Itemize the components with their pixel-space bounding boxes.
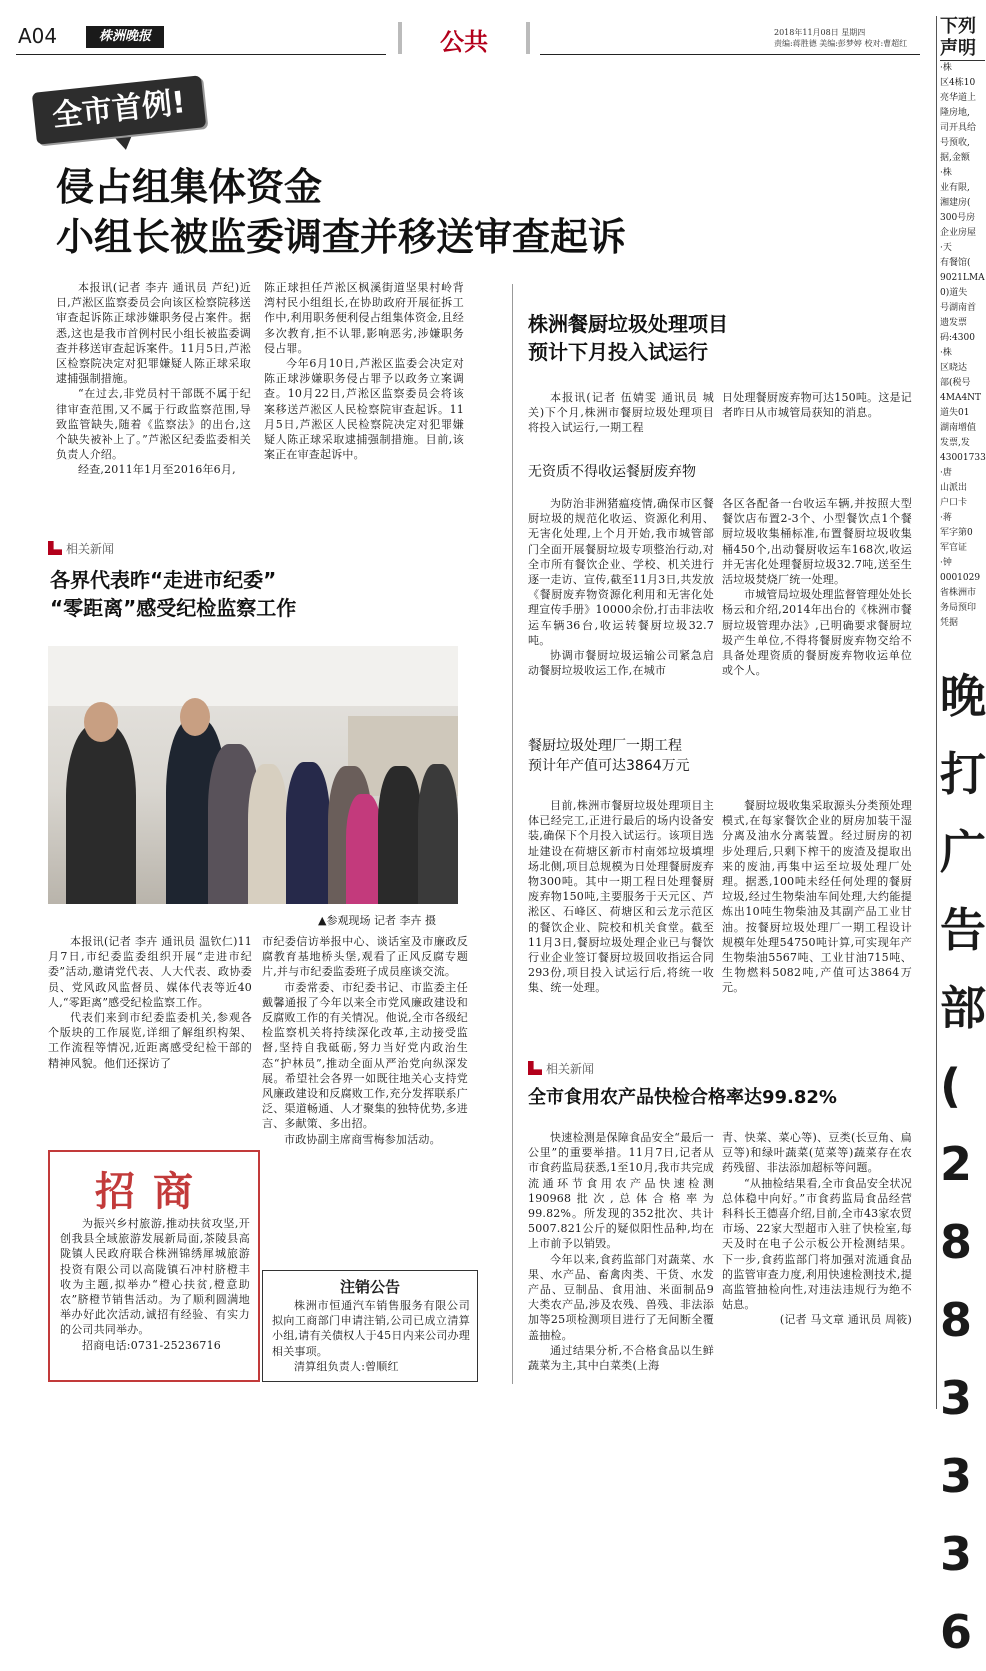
strip-line: 司开具给 — [940, 123, 977, 133]
strip-line: 9021LMA — [940, 273, 985, 283]
related1-paragraph: 市委常委、市纪委书记、市监委主任戴馨通报了今年以来全市党风廉政建设和反腐败工作的有关情况。他说,全市各级纪检监察机关将持续深化改革,主动接受监督,坚持自我砥砺,努力当好党内政治生态“护林员”,推动全面从严治党向纵深发展。希望社会各界一如既往地关心支持党风廉政建设和反腐败工作,充分发挥联系广泛、渠道畅通、人才聚集的独特优势,多进言、多献策、多出招。 — [262, 980, 468, 1131]
strip-big-char: ( — [940, 1059, 962, 1113]
strip-line: 军官证 — [940, 543, 968, 553]
strip-big-char: 广 — [940, 825, 986, 879]
visit-photo — [48, 646, 458, 904]
column-divider — [512, 284, 513, 1384]
strip-line: 号湖南首 — [940, 303, 977, 313]
strip-line: 发票,发 — [940, 438, 970, 448]
strip-big-char: 6 — [940, 1605, 973, 1659]
article2-paragraph: 协调市餐厨垃圾运输公司紧急启动餐厨垃圾收运工作,在城市 — [528, 649, 714, 678]
article2-subhead-2-line1: 餐厨垃圾处理厂一期工程 — [528, 738, 682, 754]
strip-line: 务局预印 — [940, 603, 977, 613]
strip-line: ·天 — [940, 243, 952, 253]
strip-line: 43001733 — [940, 453, 986, 463]
strip-big-char: 3 — [940, 1371, 973, 1425]
related1-paragraph: 代表们来到市纪委监委机关,参观各个版块的工作展览,详细了解组织构架、工作流程等情况,近距离感受纪检干部的精神风貌。他们还探访了 — [48, 1011, 252, 1070]
related2-column-1 — [528, 1130, 714, 1373]
strip-line: 凭据 — [940, 618, 959, 628]
photo-person — [346, 794, 382, 904]
article2-paragraph: 为防治非洲猪瘟疫情,确保市区餐厨垃圾的规范化收运、资源化利用、无害化处理,上个月开始,我市城管部门全面开展餐厨垃圾专项整治行动,对全市所有餐饮企业、学校、机关进行逐一走访、宣传,截至11月3日,共发放《餐厨废弃物资源化利用和无害化处理宣传手册》10000余份,打击非法收运车辆36台,收运转餐厨垃圾32.7吨。 — [528, 497, 714, 647]
masthead-logo: 株洲晚报 — [86, 26, 164, 48]
strip-line: 码:4300 — [940, 333, 975, 343]
related2-paragraph: 快速检测是保障食品安全“最后一公里”的重要举措。11月7日,记者从市食药监局获悉,1至10月,我市共完成流通环节食用农产品快速检测190968批次,总体合格率为99.82%。所发现的352批次、共计5007.821公斤的疑似阳性品种,均在上市前予以销毁。 — [528, 1131, 714, 1251]
strip-line: 湖南增值 — [940, 423, 977, 433]
strip-line: 区晓达 — [940, 363, 968, 373]
lead-paragraph: 今年6月10日,芦淞区监委会决定对陈正球涉嫌职务侵占罪予以政务立案调查。10月22日,芦淞区监察委员会将该案移送芦淞区人民检察院审查起诉。11月5日,芦淞区人民检察院决定对犯罪嫌疑人陈正球采取逮捕强制措施。目前,该案正在审查起诉中。 — [264, 357, 464, 462]
strip-line: 0001029 — [940, 573, 981, 583]
article2-intro-col2 — [722, 390, 912, 420]
lead-paragraph: 陈正球担任芦淞区枫溪街道坚果村岭背湾村民小组组长,在协助政府开展征拆工作中,利用职务便利侵占组集体资金,且经多次教育,拒不认罪,影响恶劣,涉嫌职务侵占罪。 — [264, 281, 464, 355]
strip-line: 300号房 — [940, 213, 976, 223]
related1-column-1 — [48, 934, 252, 1071]
related-tag-label: 相关新闻 — [66, 542, 115, 556]
strip-big-char: 3 — [940, 1527, 973, 1581]
ad-paragraph: 为振兴乡村旅游,推动扶贫攻坚,开创我县全域旅游发展新局面,茶陵县高陇镇人民政府联合株洲锦绣犀城旅游投资有限公司以高陇镇石冲村脐橙丰收为主题,拟举办“橙心扶贫,橙意助农”脐橙节销售活动。为了顺利圆满地举办好此次活动,诚招有经验、有实力的公司共同举办。 — [60, 1217, 250, 1337]
strip-line: 省株洲市 — [940, 588, 977, 598]
strip-notice-lines — [940, 61, 985, 631]
strip-heading-2: 声明 — [940, 38, 985, 61]
article2-intro-col1 — [528, 390, 714, 436]
photo-person — [418, 764, 458, 904]
strip-line: 区4栋10 — [940, 78, 976, 88]
strip-line: 据,金额 — [940, 153, 970, 163]
strip-big-char: 打 — [940, 747, 986, 801]
related1-paragraph: 本报讯(记者 李卉 通讯员 温钦仁)11月7日,市纪委监委组织开展“走进市纪委”活动,邀请党代表、人大代表、政协委员、党风政风监督员、媒体代表等近40人,“零距离”感受纪检监察工作。 — [48, 935, 252, 1009]
related2-title: 全市食用农产品快检合格率达99.82% — [528, 1087, 837, 1108]
investment-ad-body — [60, 1216, 250, 1353]
lead-paragraph: 经查,2011年1月至2016年6月, — [78, 463, 236, 477]
strip-big-char: 3 — [940, 1449, 973, 1503]
related-news-tag-2 — [528, 1060, 594, 1077]
photo-ceiling — [48, 646, 458, 706]
article2-sub1-col1 — [528, 496, 714, 678]
header-rule-left — [16, 54, 386, 55]
page-number: A04 — [18, 24, 58, 48]
article2-title-line1: 株洲餐厨垃圾处理项目 — [528, 312, 728, 336]
photo-person — [286, 762, 330, 904]
strip-line: 遗发票 — [940, 318, 968, 328]
lead-title-line2: 小组长被监委调查并移送审查起诉 — [56, 215, 627, 259]
related-news-tag — [48, 540, 114, 557]
photo-caption: ▲参观现场 记者 李卉 摄 — [318, 914, 436, 927]
related1-title-line2: “零距离”感受纪检监察工作 — [50, 596, 297, 620]
strip-line: 企业房屋 — [940, 228, 977, 238]
strip-line: 部(税号 — [940, 378, 971, 388]
lead-title-line1: 侵占组集体资金 — [56, 165, 323, 209]
section-title: 公共 — [440, 27, 488, 56]
photo-person — [248, 764, 288, 904]
strip-big-char: 2 — [940, 1137, 973, 1191]
header-divider-right — [526, 22, 530, 54]
cancellation-notice-title: 注销公告 — [339, 1278, 400, 1296]
related2-column-2 — [722, 1130, 912, 1328]
article2-paragraph: 日处理餐厨废弃物可达150吨。这是记者昨日从市城管局获知的消息。 — [722, 391, 912, 420]
related1-paragraph: 市政协副主席商雪梅参加活动。 — [284, 1132, 441, 1146]
tag-marker-icon — [48, 541, 62, 555]
strip-line: ·株 — [940, 168, 952, 178]
article2-sub1-col2 — [722, 496, 912, 678]
photo-person — [378, 766, 422, 904]
article2-paragraph: 市城管局垃圾处理监督管理处处长杨云和介绍,2014年出台的《株洲市餐厨垃圾管理办法》,已明确要求餐厨垃圾产生单位,不得将餐厨废弃物交给不具备处理资质的餐厨废弃物收运单位或个人。 — [722, 588, 912, 678]
photo-head — [84, 702, 118, 742]
strip-heading-1: 下列 — [940, 16, 976, 37]
related1-column-2 — [262, 934, 468, 1147]
issue-date: 2018年11月08日 星期四 — [774, 28, 866, 37]
strip-line: 亮华道上 — [940, 93, 977, 103]
article2-sub2-col2 — [722, 798, 912, 996]
related2-paragraph: “从抽检结果看,全市食品安全状况总体稳中向好。”市食药监局食品经营科科长王德喜介绍,目前,全市43家农贸市场、22家大型超市入驻了快检室,每天及时在电子公示板公开检测结果。下一步,食药监部门将加强对流通食品的监管审查力度,利用快速检测技术,提高监管抽检向性,对违法违规行为绝不姑息。 — [722, 1176, 912, 1312]
strip-ad-big-text — [940, 657, 985, 1671]
strip-line: ·株 — [940, 63, 952, 73]
article2-paragraph: 本报讯(记者 伍婧雯 通讯员 城关)下个月,株洲市餐厨垃圾处理项目将投入试运行,一期工程 — [528, 391, 714, 435]
photo-person — [66, 724, 136, 904]
article2-paragraph: 各区各配备一台收运车辆,并按照大型餐饮店布置2-3个、小型餐饮点1个餐厨垃圾收集桶标准,布置餐厨垃圾收集桶450个,出动餐厨收运车168次,收运并无害化处理餐厨垃圾32.7吨,送至生活垃圾焚烧厂统一处理。 — [722, 497, 912, 587]
adjacent-page-strip — [940, 16, 986, 1659]
lead-column-2 — [264, 280, 464, 462]
related-tag-label: 相关新闻 — [546, 1062, 595, 1076]
strip-line: 湘建房( — [940, 198, 971, 208]
cancellation-notice-body — [272, 1298, 470, 1374]
strip-line: 4MA4NT — [940, 393, 982, 403]
strip-line: 有餐馆( — [940, 258, 971, 268]
date-line — [774, 27, 907, 49]
page-gutter — [936, 16, 937, 1409]
article2-subhead-1: 无资质不得收运餐厨废弃物 — [528, 464, 696, 480]
header-divider-left — [398, 22, 402, 54]
strip-line: 山派出 — [940, 483, 968, 493]
article2-sub2-col1 — [528, 798, 714, 996]
strip-line: ·蒋 — [940, 513, 952, 523]
strip-big-char: 8 — [940, 1215, 973, 1269]
strip-line: ·唐 — [940, 468, 952, 478]
strip-line: 军字第0 — [940, 528, 973, 538]
editor-credits: 责编:蒋胜德 美编:彭梦婷 校对:曹超红 — [774, 39, 908, 48]
article2-paragraph: 餐厨垃圾收集采取源头分类预处理模式,在每家餐饮企业的厨房加装干湿分离及油水分离装置。经过厨房的初步处理后,只剩下榨干的废渣及提取出来的废油,再集中运至垃圾处理厂处理。据悉,100吨未经任何处理的餐厨垃圾,经过生物柴油车间处理,大约能提炼出10吨生物柴油及其副产品工业甘油。按餐厨垃圾处理厂一期工程设计规模年处理54750吨计算,可实现年产生物柴油5567吨、工业甘油715吨、生物燃料5082吨,产值可达3864万元。 — [722, 799, 912, 995]
strip-big-char: 部 — [940, 981, 986, 1035]
related1-paragraph: 市纪委信访举报中心、谈话室及市廉政反腐教育基地桥头堡,观看了正风反腐专题片,并与市纪委监委班子成员座谈交流。 — [262, 935, 468, 979]
lead-column-1 — [56, 280, 251, 478]
strip-line: 号预收, — [940, 138, 970, 148]
strip-line: 0)道失 — [940, 288, 968, 298]
related2-byline: (记者 马文章 通讯员 周筱) — [779, 1313, 912, 1327]
photo-head — [180, 698, 210, 736]
strip-line: 业有限, — [940, 183, 970, 193]
cancel-paragraph: 株洲市恒通汽车销售服务有限公司拟向工商部门申请注销,公司已成立清算小组,请有关债权人于45日内来公司办理相关事项。 — [272, 1299, 470, 1358]
related2-paragraph: 今年以来,食药监部门对蔬菜、水果、水产品、畜禽肉类、干货、水发产品、豆制品、食用油、米面制品9大类农产品,涉及农残、兽残、非法添加等25项检测项目进行了无间断全覆盖抽检。 — [528, 1252, 714, 1342]
related2-paragraph: 通过结果分析,不合格食品以生鲜蔬菜为主,其中白菜类(上海 — [528, 1343, 714, 1373]
related2-paragraph: 青、快菜、菜心等)、豆类(长豆角、扁豆等)和绿叶蔬菜(苋菜等)蔬菜存在农药残留、非法添加超标等问题。 — [722, 1131, 912, 1175]
cancel-contact: 清算组负责人:曾顺红 — [294, 1359, 399, 1373]
first-case-badge: 全市首例! — [32, 75, 207, 144]
strip-line: ·钟 — [940, 558, 952, 568]
strip-big-char: 晚 — [940, 669, 986, 723]
tag-marker-icon — [528, 1061, 542, 1075]
investment-ad-title: 招商 — [95, 1169, 211, 1215]
article2-title-line2: 预计下月投入试运行 — [528, 340, 708, 364]
strip-line: ·株 — [940, 348, 952, 358]
strip-line: 隆房地, — [940, 108, 970, 118]
strip-big-char: 8 — [940, 1293, 973, 1347]
lead-paragraph: 本报讯(记者 李卉 通讯员 芦纪)近日,芦淞区监察委员会向该区检察院移送审查起诉陈正球涉嫌职务侵占案件。据悉,这也是我市首例村民小组长被监委调查并移送审查起诉案件。11月5日,芦淞区检察院决定对犯罪嫌疑人陈正球采取逮捕强制措施。 — [56, 281, 251, 386]
strip-line: 户口卡 — [940, 498, 968, 508]
strip-line: 道失01 — [940, 408, 970, 418]
header-rule-right — [540, 54, 920, 55]
article2-paragraph: 目前,株洲市餐厨垃圾处理项目主体已经完工,正进行最后的场内设备安装,确保下个月投入试运行。该项目选址建设在荷塘区新市村南郊垃圾填埋场北侧,项目总规模为日处理餐厨废弃物300吨。其中一期工程日处理餐厨废弃物150吨,主要服务于天元区、芦淞区、石峰区、荷塘区和云龙示范区的餐饮企业、院校和机关食堂。截至11月3日,餐厨垃圾处理企业已与餐饮行业企业签订餐厨垃圾回收指运合同293份,项目投入试运行后,将统一收集、统一处理。 — [528, 799, 714, 995]
related1-title-line1: 各界代表昨“走进市纪委” — [50, 568, 277, 592]
lead-paragraph: “在过去,非党员村干部既不属于纪律审查范围,又不属于行政监察范围,导致监管缺失,随着《监察法》的出台,这个缺失被补上了。”芦淞区纪委监委相关负责人介绍。 — [56, 387, 251, 462]
article2-subhead-2-line2: 预计年产值可达3864万元 — [528, 758, 690, 774]
strip-big-char: 告 — [940, 903, 986, 957]
ad-phone: 招商电话:0731-25236716 — [82, 1338, 222, 1352]
